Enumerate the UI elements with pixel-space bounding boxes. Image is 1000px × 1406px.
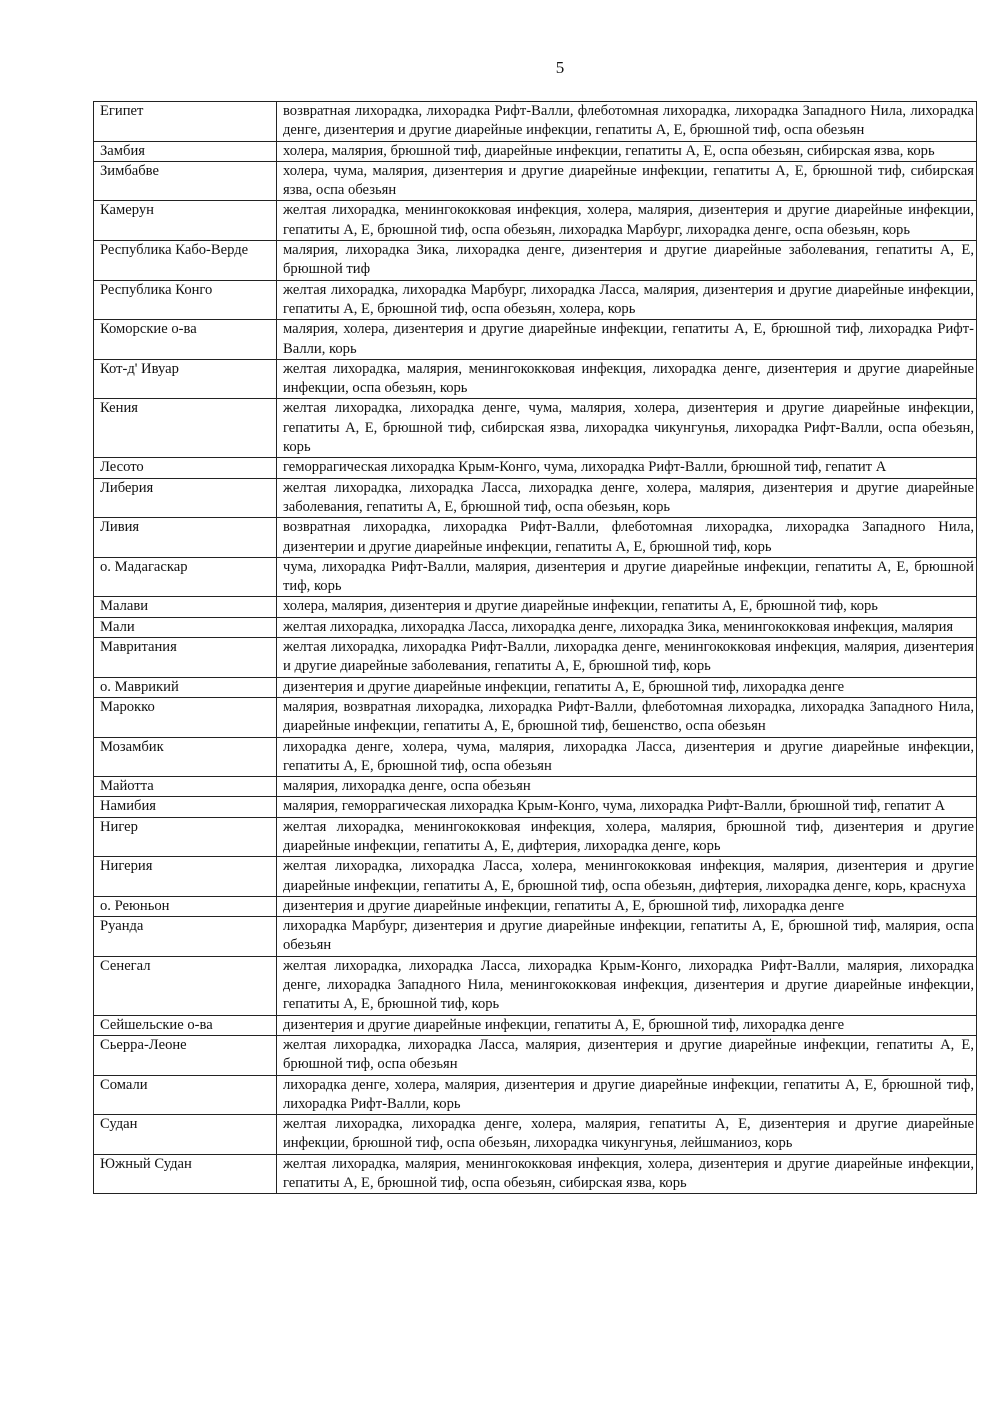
country-cell: о. Маврикий [94,677,277,697]
country-cell: Кот-д' Ивуар [94,359,277,399]
diseases-cell: желтая лихорадка, лихорадка денге, чума, малярия, холера, дизентерия и другие диарейные инфекции, гепатиты А, Е, брюшной тиф, сибирская язва, лихорадка чикунгунья, лихорадка Рифт-Валли, оспа обезьян, корь [277,399,977,458]
diseases-cell: возвратная лихорадка, лихорадка Рифт-Валли, флеботомная лихорадка, лихорадка Западного Нила, лихорадка денге, дизентерия и другие диарейные инфекции, гепатиты А, Е, брюшной тиф, оспа обезьян [277,102,977,142]
country-cell: Судан [94,1115,277,1155]
country-cell: Сьерра-Леоне [94,1035,277,1075]
table-row [94,597,977,617]
table-row [94,478,977,518]
country-cell: Марокко [94,697,277,737]
country-cell: о. Мадагаскар [94,557,277,597]
table-row [94,1075,977,1115]
diseases-cell: желтая лихорадка, лихорадка денге, холера, малярия, гепатиты А, Е, дизентерия и другие диарейные инфекции, брюшной тиф, оспа обезьян, лихорадка чикунгунья, лейшманиоз, корь [277,1115,977,1155]
disease-table-body [94,102,977,1194]
table-row [94,557,977,597]
diseases-cell: дизентерия и другие диарейные инфекции, гепатиты А, Е, брюшной тиф, лихорадка денге [277,677,977,697]
diseases-cell: желтая лихорадка, лихорадка Марбург, лихорадка Ласса, малярия, дизентерия и другие диарейные инфекции, гепатиты А, Е, брюшной тиф, оспа обезьян, холера, корь [277,280,977,320]
diseases-cell: малярия, возвратная лихорадка, лихорадка Рифт-Валли, флеботомная лихорадка, лихорадка Западного Нила, диарейные инфекции, гепатиты А, Е, брюшной тиф, бешенство, оспа обезьян [277,697,977,737]
table-row [94,857,977,897]
diseases-cell: возвратная лихорадка, лихорадка Рифт-Валли, флеботомная лихорадка, лихорадка Западного Нила, дизентерии и другие диарейные инфекции, гепатиты А, Е, брюшной тиф, корь [277,518,977,558]
country-cell: Намибия [94,797,277,817]
table-row [94,280,977,320]
table-row [94,399,977,458]
diseases-cell: малярия, лихорадка Зика, лихорадка денге, дизентерия и другие диарейные заболевания, гепатиты А, Е, брюшной тиф [277,241,977,281]
table-row [94,201,977,241]
country-cell: Зимбабве [94,161,277,201]
table-row [94,518,977,558]
country-cell: Либерия [94,478,277,518]
table-row [94,617,977,637]
table-row [94,737,977,777]
diseases-cell: дизентерия и другие диарейные инфекции, гепатиты А, Е, брюшной тиф, лихорадка денге [277,1015,977,1035]
table-row [94,797,977,817]
diseases-cell: лихорадка Марбург, дизентерия и другие диарейные инфекции, гепатиты А, Е, брюшной тиф, малярия, оспа обезьян [277,917,977,957]
diseases-cell: желтая лихорадка, менингококковая инфекция, холера, малярия, дизентерия и другие диарейные инфекции, гепатиты А, Е, брюшной тиф, оспа обезьян, лихорадка Марбург, лихорадка денге, оспа обезьян, корь [277,201,977,241]
table-row [94,917,977,957]
diseases-cell: дизентерия и другие диарейные инфекции, гепатиты А, Е, брюшной тиф, лихорадка денге [277,896,977,916]
table-row [94,1035,977,1075]
country-cell: Мозамбик [94,737,277,777]
table-row [94,458,977,478]
country-cell: Ливия [94,518,277,558]
country-cell: Нигерия [94,857,277,897]
table-row [94,161,977,201]
country-cell: Сомали [94,1075,277,1115]
diseases-cell: лихорадка денге, холера, малярия, дизентерия и другие диарейные инфекции, гепатиты А, Е, брюшной тиф, лихорадка Рифт-Валли, корь [277,1075,977,1115]
diseases-cell: малярия, холера, дизентерия и другие диарейные инфекции, гепатиты А, Е, брюшной тиф, лихорадка Рифт-Валли, корь [277,320,977,360]
country-cell: Мавритания [94,638,277,678]
country-cell: Руанда [94,917,277,957]
table-row [94,102,977,142]
diseases-cell: чума, лихорадка Рифт-Валли, малярия, дизентерия и другие диарейные инфекции, гепатиты А, Е, брюшной тиф, корь [277,557,977,597]
diseases-cell: малярия, лихорадка денге, оспа обезьян [277,777,977,797]
country-cell: Сейшельские о-ва [94,1015,277,1035]
diseases-cell: желтая лихорадка, лихорадка Ласса, лихорадка Крым-Конго, лихорадка Рифт-Валли, малярия, лихорадка денге, лихорадка Западного Нила, менингококковая инфекция, дизентерия и другие диарейные инфекции, гепатиты А, Е, брюшной тиф, корь [277,956,977,1015]
country-cell: о. Реюньон [94,896,277,916]
diseases-cell: холера, малярия, брюшной тиф, диарейные инфекции, гепатиты А, Е, оспа обезьян, сибирская язва, корь [277,141,977,161]
country-cell: Сенегал [94,956,277,1015]
table-row [94,677,977,697]
table-row [94,956,977,1015]
diseases-cell: геморрагическая лихорадка Крым-Конго, чума, лихорадка Рифт-Валли, брюшной тиф, гепатит А [277,458,977,478]
table-row [94,141,977,161]
page-number: 5 [555,58,565,77]
table-row [94,777,977,797]
country-cell: Кения [94,399,277,458]
table-row [94,896,977,916]
table-row [94,1015,977,1035]
diseases-cell: желтая лихорадка, лихорадка Рифт-Валли, лихорадка денге, менингококковая инфекция, малярия, дизентерия и другие диарейные заболевания, гепатиты А, Е, брюшной тиф, корь [277,638,977,678]
diseases-cell: малярия, геморрагическая лихорадка Крым-Конго, чума, лихорадка Рифт-Валли, брюшной тиф, гепатит А [277,797,977,817]
table-row [94,638,977,678]
disease-table-container [93,101,977,1194]
diseases-cell: желтая лихорадка, менингококковая инфекция, холера, малярия, брюшной тиф, дизентерия и другие диарейные инфекции, гепатиты А, Е, дифтерия, лихорадка денге, корь [277,817,977,857]
diseases-cell: желтая лихорадка, лихорадка Ласса, лихорадка денге, лихорадка Зика, менингококковая инфекция, малярия [277,617,977,637]
diseases-cell: желтая лихорадка, малярия, менингококковая инфекция, холера, дизентерия и другие диарейные инфекции, гепатиты А, Е, брюшной тиф, оспа обезьян, сибирская язва, корь [277,1154,977,1194]
diseases-cell: желтая лихорадка, лихорадка Ласса, холера, менингококковая инфекция, малярия, дизентерия и другие диарейные инфекции, гепатиты А, Е, брюшной тиф, оспа обезьян, дифтерия, лихорадка денге, корь, краснуха [277,857,977,897]
table-row [94,1154,977,1194]
table-row [94,697,977,737]
diseases-cell: желтая лихорадка, лихорадка Ласса, малярия, дизентерия и другие диарейные инфекции, гепатиты А, Е, брюшной тиф, оспа обезьян [277,1035,977,1075]
diseases-cell: желтая лихорадка, малярия, менингококковая инфекция, лихорадка денге, дизентерия и другие диарейные инфекции, оспа обезьян, корь [277,359,977,399]
country-cell: Египет [94,102,277,142]
country-cell: Майотта [94,777,277,797]
country-cell: Замбия [94,141,277,161]
country-cell: Нигер [94,817,277,857]
table-row [94,1115,977,1155]
country-cell: Коморские о-ва [94,320,277,360]
table-row [94,320,977,360]
country-cell: Малави [94,597,277,617]
diseases-cell: желтая лихорадка, лихорадка Ласса, лихорадка денге, холера, малярия, дизентерия и другие диарейные заболевания, гепатиты А, Е, брюшной тиф, оспа обезьян, корь [277,478,977,518]
country-cell: Южный Судан [94,1154,277,1194]
table-row [94,817,977,857]
country-cell: Лесото [94,458,277,478]
diseases-cell: лихорадка денге, холера, чума, малярия, лихорадка Ласса, дизентерия и другие диарейные инфекции, гепатиты А, Е, брюшной тиф, оспа обезьян [277,737,977,777]
country-cell: Республика Кабо-Верде [94,241,277,281]
table-row [94,359,977,399]
disease-table [93,101,977,1194]
country-cell: Мали [94,617,277,637]
country-cell: Республика Конго [94,280,277,320]
diseases-cell: холера, малярия, дизентерия и другие диарейные инфекции, гепатиты А, Е, брюшной тиф, корь [277,597,977,617]
country-cell: Камерун [94,201,277,241]
diseases-cell: холера, чума, малярия, дизентерия и другие диарейные инфекции, гепатиты А, Е, брюшной тиф, сибирская язва, оспа обезьян [277,161,977,201]
table-row [94,241,977,281]
